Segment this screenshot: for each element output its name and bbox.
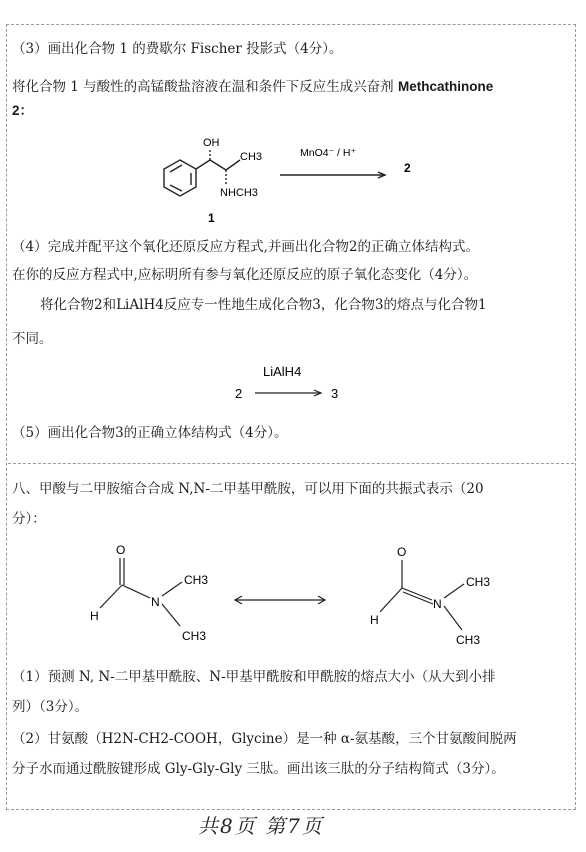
reaction-1-scheme xyxy=(140,130,440,230)
left-h-label: H xyxy=(90,609,99,623)
question-5: （5）画出化合物3的正确立体结构式（4分）。 xyxy=(12,425,288,441)
question-4-line-4: 不同。 xyxy=(12,331,53,347)
right-o-label: O xyxy=(397,545,407,559)
left-o-label: O xyxy=(116,543,126,557)
product-2-label: 2 xyxy=(404,161,411,175)
intro-prefix: 将化合物 1 与酸性的高锰酸盐溶液在温和条件下反应生成兴奋剂 xyxy=(12,79,398,95)
question-8-1-line-2: 列）（3分）。 xyxy=(12,699,89,715)
section-8-line-1: 八、甲酸与二甲胺缩合合成 N,N-二甲基甲酰胺，可以用下面的共振式表示（20 xyxy=(12,481,484,497)
intro-line-2: 2： xyxy=(12,103,34,118)
reactant-2-label: 2 xyxy=(235,386,243,401)
compound-1-label: 1 xyxy=(208,211,215,225)
question-8-1-line-1: （1）预测 N, N-二甲基甲酰胺、N-甲基甲酰胺和甲酰胺的熔点大小（从大到小排 xyxy=(12,669,496,685)
right-ch3-top-label: CH3 xyxy=(466,575,491,589)
compound-name: Methcathinone xyxy=(397,79,494,94)
reagent-label: MnO4⁻ / H⁺ xyxy=(300,147,357,159)
question-4-line-1: （4）完成并配平这个氧化还原反应方程式,并画出化合物2的正确立体结构式。 xyxy=(12,239,479,255)
section-8-line-2: 分）： xyxy=(12,511,46,527)
resonance-structures xyxy=(60,540,540,660)
oh-label: OH xyxy=(203,137,220,149)
left-ch3-top-label: CH3 xyxy=(184,573,209,587)
left-ch3-bottom-label: CH3 xyxy=(182,629,207,643)
question-4-line-2: 在你的反应方程式中,应标明所有参与氧化还原反应的原子氧化态变化（4分）。 xyxy=(12,267,478,283)
lialh4-label: LiAlH4 xyxy=(263,364,302,379)
section-divider xyxy=(8,463,574,464)
nhch3-label: NHCH3 xyxy=(220,187,258,199)
right-h-label: H xyxy=(370,613,379,627)
question-4-line-3: 将化合物2和LiAlH4反应专一性地生成化合物3，化合物3的熔点与化合物1 xyxy=(40,297,487,313)
right-ch3-bottom-label: CH3 xyxy=(456,633,481,647)
intro-line-1 xyxy=(12,78,493,96)
right-n-label: N xyxy=(433,597,442,611)
ch3-label: CH3 xyxy=(240,151,263,163)
product-3-label: 3 xyxy=(331,386,339,401)
left-n-label: N xyxy=(151,595,160,609)
reaction-2-scheme xyxy=(225,360,365,408)
handwritten-page-note: 共8页 第7页 xyxy=(198,814,324,838)
question-8-2-line-1: （2）甘氨酸（H2N-CH2-COOH，Glycine）是一种 α-氨基酸，三个甘氨酸间脱两 xyxy=(12,731,517,747)
question-3: （3）画出化合物 1 的费歇尔 Fischer 投影式（4分）。 xyxy=(12,41,343,57)
question-8-2-line-2: 分子水而通过酰胺键形成 Gly-Gly-Gly 三肽。画出该三肽的分子结构简式（3分）。 xyxy=(12,761,505,777)
